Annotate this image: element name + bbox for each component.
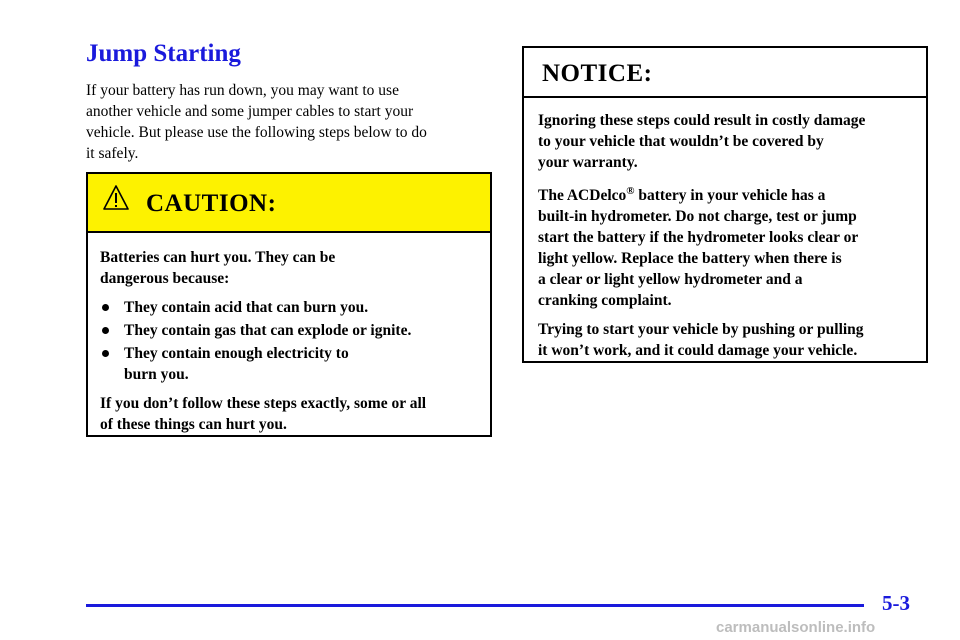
intro-line: If your battery has run down, you may want to use bbox=[86, 82, 399, 99]
page-number: 5-3 bbox=[882, 591, 910, 615]
caution-closing bbox=[100, 393, 478, 435]
notice-line: your warranty. bbox=[538, 154, 638, 171]
caution-lead-line: Batteries can hurt you. They can be bbox=[100, 249, 336, 266]
notice-line: Ignoring these steps could result in costly damage bbox=[538, 112, 866, 129]
notice-paragraph bbox=[538, 181, 914, 311]
warning-triangle-icon bbox=[102, 184, 130, 212]
footer-rule bbox=[86, 604, 864, 607]
caution-bullet bbox=[100, 297, 478, 318]
caution-bullet-text: They contain acid that can burn you. bbox=[124, 299, 369, 316]
caution-bullet-text: burn you. bbox=[124, 366, 189, 383]
notice-line: start the battery if the hydrometer looks clear or bbox=[538, 229, 859, 247]
notice-paragraph bbox=[538, 110, 914, 173]
section-title: Jump Starting bbox=[86, 40, 241, 67]
notice-title: NOTICE: bbox=[542, 60, 653, 87]
notice-line: cranking complaint. bbox=[538, 292, 672, 310]
notice-line: Trying to start your vehicle by pushing or pulling bbox=[538, 321, 864, 339]
intro-line: vehicle. But please use the following steps below to do bbox=[86, 124, 427, 141]
notice-line: battery in your vehicle has a bbox=[634, 187, 826, 205]
notice-line: built-in hydrometer. Do not charge, test or jump bbox=[538, 208, 857, 226]
caution-bullet-text: They contain enough electricity to bbox=[124, 345, 349, 362]
caution-closing-line: of these things can hurt you. bbox=[100, 416, 287, 433]
registered-mark: ® bbox=[626, 185, 635, 197]
caution-closing-line: If you don’t follow these steps exactly, some or all bbox=[100, 395, 427, 412]
caution-bullet bbox=[100, 320, 478, 341]
notice-paragraph bbox=[538, 319, 914, 361]
notice-line: light yellow. Replace the battery when there is bbox=[538, 250, 842, 268]
caution-title: CAUTION: bbox=[146, 190, 277, 217]
notice-line: to your vehicle that wouldn’t be covered by bbox=[538, 133, 824, 150]
intro-line: it safely. bbox=[86, 145, 139, 162]
notice-brand: The ACDelco bbox=[538, 187, 627, 205]
bullet-dot-icon bbox=[102, 327, 109, 334]
notice-line: it won’t work, and it could damage your vehicle. bbox=[538, 342, 858, 360]
bullet-dot-icon bbox=[102, 350, 109, 357]
bullet-dot-icon bbox=[102, 304, 109, 311]
watermark: carmanualsonline.info bbox=[716, 619, 876, 636]
caution-lead-line: dangerous because: bbox=[100, 270, 230, 287]
caution-header bbox=[88, 174, 490, 233]
notice-body bbox=[524, 98, 926, 361]
intro-paragraph bbox=[86, 80, 486, 164]
notice-box bbox=[522, 46, 928, 363]
caution-bullet-list bbox=[100, 297, 478, 385]
caution-lead bbox=[100, 247, 478, 289]
caution-bullet-text: They contain gas that can explode or ignite. bbox=[124, 322, 412, 339]
intro-line: another vehicle and some jumper cables to start your bbox=[86, 103, 414, 120]
caution-body bbox=[88, 233, 490, 435]
caution-bullet bbox=[100, 343, 478, 385]
caution-box bbox=[86, 172, 492, 437]
notice-line: a clear or light yellow hydrometer and a bbox=[538, 271, 803, 289]
notice-header bbox=[524, 48, 926, 98]
